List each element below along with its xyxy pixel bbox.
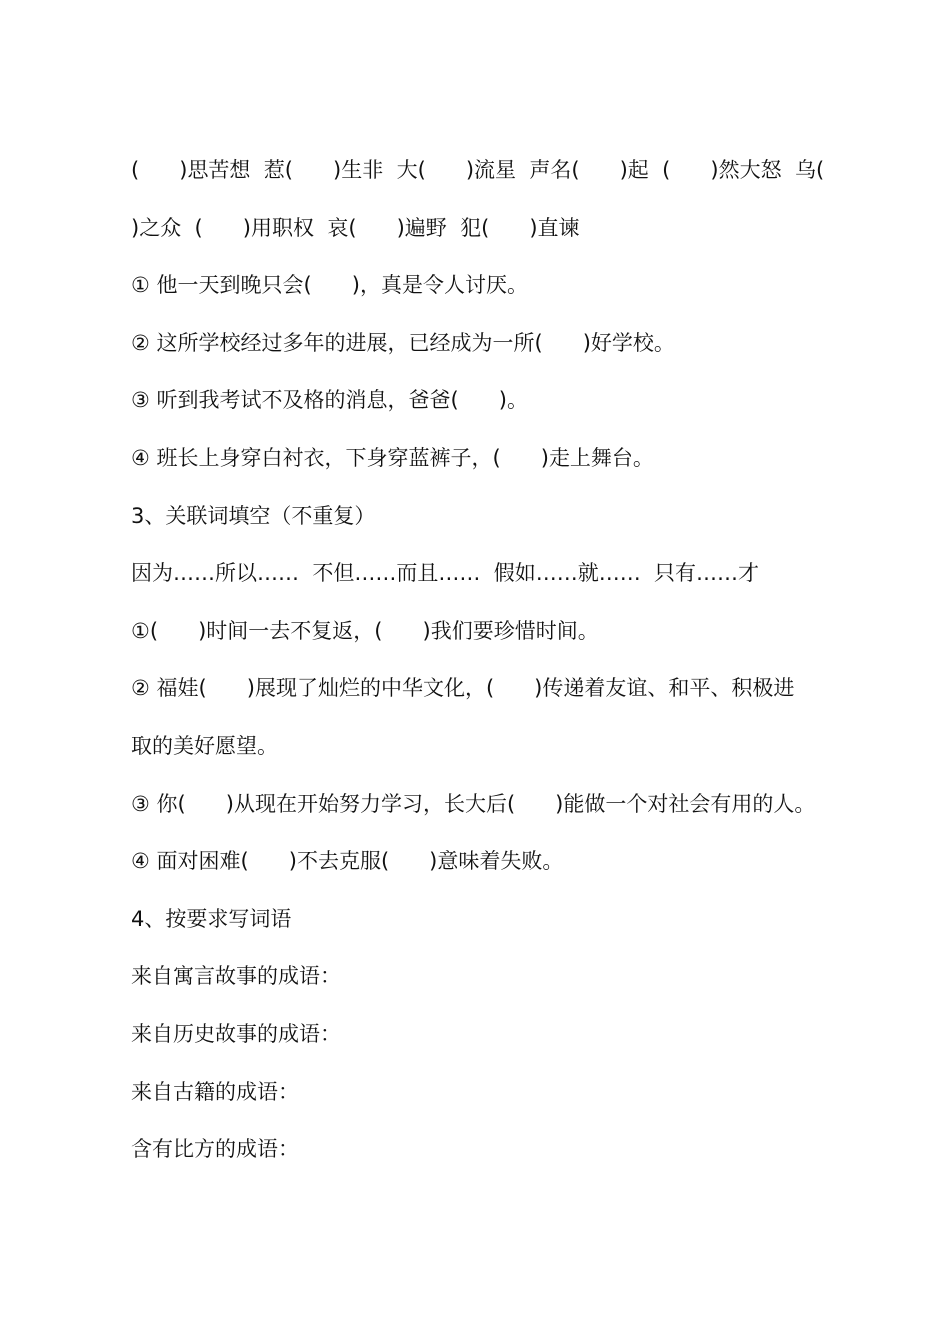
sentence-fill-4: ④ 班长上身穿白衬衣，下身穿蓝裤子，( )走上舞台。 bbox=[131, 445, 654, 470]
sentence-fill-1: ① 他一天到晚只会( )，真是令人讨厌。 bbox=[131, 273, 528, 298]
document-body bbox=[131, 150, 931, 1187]
idiom-prompt-metaphor: 含有比方的成语： bbox=[131, 1137, 299, 1162]
sentence-fill-2: ② 这所学校经过多年的进展，已经成为一所( )好学校。 bbox=[131, 330, 675, 355]
idiom-fill-line-2: )之众 ( )用职权 哀( )遍野 犯( )直谏 bbox=[131, 215, 580, 240]
sentence-fill-3: ③ 听到我考试不及格的消息，爸爸( )。 bbox=[131, 388, 528, 413]
conjunction-question-1: ①( )时间一去不复返，( )我们要珍惜时间。 bbox=[131, 618, 599, 643]
idiom-prompt-classics: 来自古籍的成语： bbox=[131, 1079, 299, 1104]
conjunction-question-4: ④ 面对困难( )不去克服( )意味着失败。 bbox=[131, 849, 564, 874]
conjunction-options: 因为……所以…… 不但……而且…… 假如……就…… 只有……才 bbox=[131, 561, 760, 586]
conjunction-question-2-cont: 取的美好愿望。 bbox=[131, 733, 278, 758]
conjunction-question-3: ③ 你( )从现在开始努力学习，长大后( )能做一个对社会有用的人。 bbox=[131, 791, 816, 816]
section-heading-3: 3、关联词填空（不重复） bbox=[131, 503, 376, 528]
idiom-fill-line-1: ( )思苦想 惹( )生非 大( )流星 声名( )起 ( )然大怒 乌( bbox=[131, 158, 825, 182]
section-heading-4: 4、按要求写词语 bbox=[131, 906, 292, 931]
conjunction-question-2: ② 福娃( )展现了灿烂的中华文化，( )传递着友谊、和平、积极进 bbox=[131, 676, 795, 701]
idiom-prompt-fable: 来自寓言故事的成语： bbox=[131, 964, 341, 989]
idiom-prompt-history: 来自历史故事的成语： bbox=[131, 1021, 341, 1046]
